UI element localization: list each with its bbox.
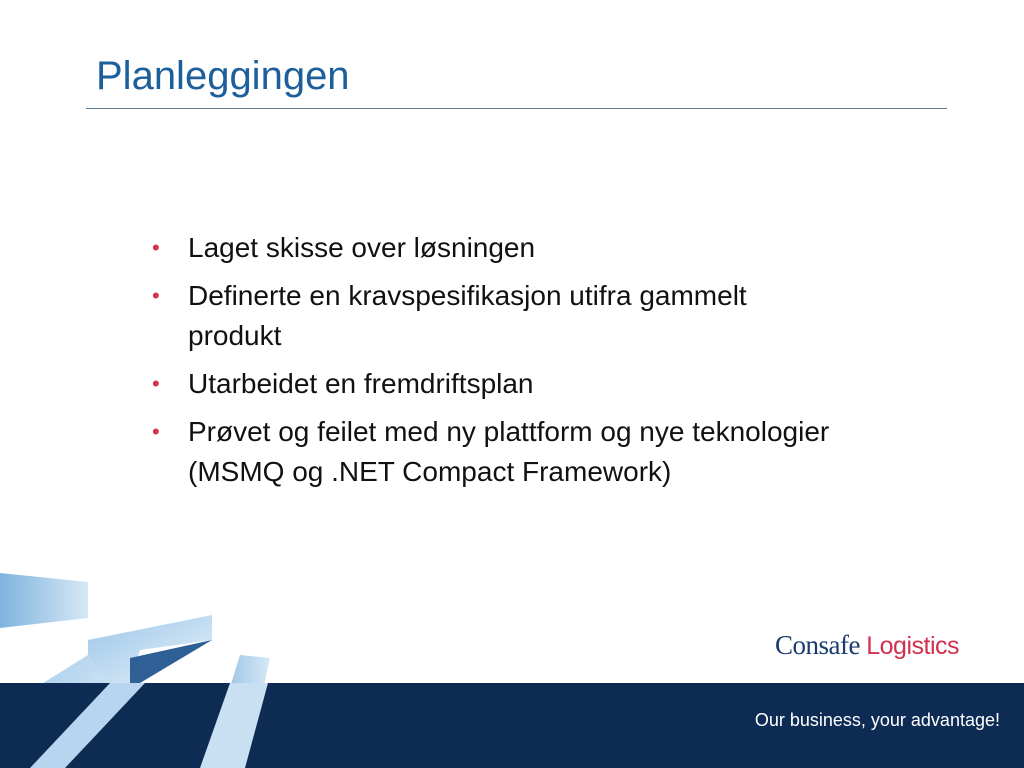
bullet-list	[150, 228, 830, 500]
bullet-icon: •	[152, 283, 160, 308]
bullet-item	[150, 228, 830, 268]
bullet-text: Laget skisse over løsningen	[188, 232, 536, 263]
stripe-shape	[200, 683, 268, 768]
bullet-icon: •	[152, 419, 160, 444]
title-divider	[86, 108, 947, 109]
stripe-shape	[30, 683, 145, 768]
bullet-text: Definerte en kravspesifikasjon utifra gammelt produkt	[188, 280, 747, 351]
brand-logo	[775, 630, 959, 661]
bullet-icon: •	[152, 371, 160, 396]
slide-title: Planleggingen	[96, 54, 350, 98]
brand-name-secondary: Logistics	[866, 632, 959, 660]
brand-name-primary: Consafe	[775, 630, 860, 660]
bullet-item	[150, 412, 830, 492]
bullet-item	[150, 276, 830, 356]
stripe-shape	[0, 573, 88, 628]
bullet-icon: •	[152, 235, 160, 260]
tagline: Our business, your advantage!	[754, 710, 1000, 730]
bullet-text: Utarbeidet en fremdriftsplan	[188, 368, 534, 399]
bullet-text: Prøvet og feilet med ny plattform og nye teknologier (MSMQ og .NET Compact Framework)	[188, 416, 830, 487]
footer-stripes	[0, 683, 300, 768]
bullet-item	[150, 364, 830, 404]
